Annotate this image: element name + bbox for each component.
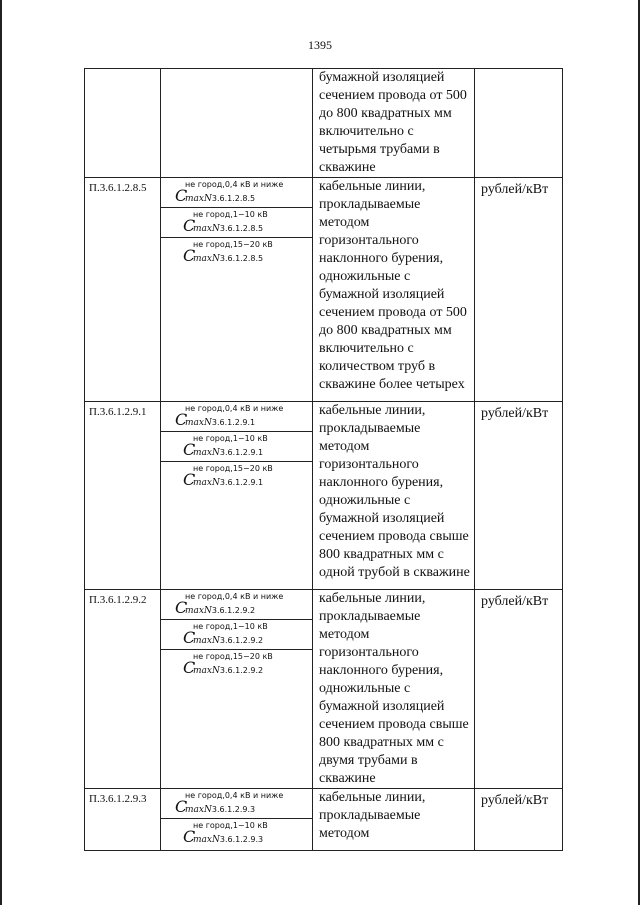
- formula-subscript-number: 3.6.1.2.9.2: [219, 666, 264, 675]
- code-cell: П.3.6.1.2.9.2: [85, 590, 161, 789]
- formula-box: C не город,1−10 кВ maxN3.6.1.2.9.2: [161, 620, 312, 650]
- formula-box: C не город,15−20 кВ maxN3.6.1.2.8.5: [183, 240, 273, 265]
- formula-cell: [161, 402, 313, 590]
- formula-superscript: не город,0,4 кВ и ниже: [185, 592, 284, 601]
- formula-subscript-number: 3.6.1.2.9.1: [219, 478, 264, 487]
- formula-box: C не город,0,4 кВ и ниже maxN3.6.1.2.9.2: [161, 590, 312, 620]
- formula-subscript-number: 3.6.1.2.9.1: [211, 418, 256, 427]
- formula-subscript: maxN: [193, 835, 220, 845]
- formula-box: C не город,1−10 кВ maxN3.6.1.2.9.3: [183, 821, 268, 846]
- formula-subscript: maxN: [193, 254, 220, 264]
- formula-box: C не город,15−20 кВ maxN3.6.1.2.9.1: [183, 464, 273, 489]
- description-cell: бумажной изоляцией сечением провода от 500 до 800 квадратных мм включительно с четырьмя трубами в скважине: [313, 69, 475, 178]
- formula-superscript: не город,1−10 кВ: [193, 210, 268, 219]
- formula-superscript: не город,0,4 кВ и ниже: [185, 180, 284, 189]
- formula-subscript: maxN: [193, 478, 220, 488]
- formula-superscript: не город,0,4 кВ и ниже: [185, 791, 284, 800]
- formula-superscript: не город,15−20 кВ: [193, 240, 273, 249]
- description-cell: кабельные линии, прокладываемые методом горизонтального наклонного бурения, одножильные с бумажной изоляцией сечением провода от 500 до 800 квадратных мм включительно с количеством труб в скважине более четырех: [313, 178, 475, 402]
- formula-subscript-number: 3.6.1.2.8.5: [219, 254, 264, 263]
- tariff-table: [84, 68, 563, 851]
- formula-cell: [161, 590, 313, 789]
- formula-subscript-number: 3.6.1.2.9.1: [219, 448, 264, 457]
- description-cell: кабельные линии, прокладываемые методом горизонтального наклонного бурения, одножильные с бумажной изоляцией сечением провода свыше 800 квадратных мм с одной трубой в скважине: [313, 402, 475, 590]
- table-row: [85, 178, 563, 402]
- formula-box: C не город,0,4 кВ и ниже maxN3.6.1.2.9.1: [161, 402, 312, 432]
- unit-cell: рублей/кВт: [475, 590, 563, 789]
- unit-cell: рублей/кВт: [475, 789, 563, 851]
- unit-cell: рублей/кВт: [475, 402, 563, 590]
- formula-cell: [161, 69, 313, 178]
- formula-superscript: не город,1−10 кВ: [193, 821, 268, 830]
- formula-box: C не город,15−20 кВ maxN3.6.1.2.9.2: [183, 652, 273, 677]
- table-row: [85, 789, 563, 851]
- formula-superscript: не город,15−20 кВ: [193, 652, 273, 661]
- formula-cell: [161, 178, 313, 402]
- unit-cell: рублей/кВт: [475, 178, 563, 402]
- formula-subscript: maxN: [193, 666, 220, 676]
- code-cell: П.3.6.1.2.8.5: [85, 178, 161, 402]
- formula-subscript: maxN: [185, 606, 212, 616]
- formula-box: C не город,0,4 кВ и ниже maxN3.6.1.2.8.5: [161, 178, 312, 208]
- formula-superscript: не город,1−10 кВ: [193, 622, 268, 631]
- page-number: 1395: [308, 38, 332, 52]
- formula-subscript-number: 3.6.1.2.9.3: [211, 805, 256, 814]
- formula-subscript: maxN: [193, 636, 220, 646]
- code-cell: П.3.6.1.2.9.1: [85, 402, 161, 590]
- table-row: [85, 590, 563, 789]
- formula-subscript: maxN: [193, 224, 220, 234]
- formula-box: C не город,1−10 кВ maxN3.6.1.2.8.5: [161, 208, 312, 238]
- formula-subscript-number: 3.6.1.2.9.3: [219, 835, 264, 844]
- formula-subscript-number: 3.6.1.2.9.2: [211, 606, 256, 615]
- formula-superscript: не город,15−20 кВ: [193, 464, 273, 473]
- formula-subscript: maxN: [185, 805, 212, 815]
- formula-superscript: не город,1−10 кВ: [193, 434, 268, 443]
- table-row: [85, 402, 563, 590]
- formula-subscript: maxN: [185, 194, 212, 204]
- formula-box: C не город,1−10 кВ maxN3.6.1.2.9.1: [161, 432, 312, 462]
- code-cell: [85, 69, 161, 178]
- code-cell: П.3.6.1.2.9.3: [85, 789, 161, 851]
- unit-cell: [475, 69, 563, 178]
- formula-subscript-number: 3.6.1.2.9.2: [219, 636, 264, 645]
- formula-subscript-number: 3.6.1.2.8.5: [219, 224, 264, 233]
- description-cell: кабельные линии, прокладываемые методом: [313, 789, 475, 851]
- description-cell: кабельные линии, прокладываемые методом горизонтального наклонного бурения, одножильные с бумажной изоляцией сечением провода свыше 800 квадратных мм с двумя трубами в скважине: [313, 590, 475, 789]
- formula-subscript: maxN: [185, 418, 212, 428]
- formula-subscript: maxN: [193, 448, 220, 458]
- table-row: [85, 69, 563, 178]
- formula-subscript-number: 3.6.1.2.8.5: [211, 194, 256, 203]
- formula-superscript: не город,0,4 кВ и ниже: [185, 404, 284, 413]
- formula-box: C не город,0,4 кВ и ниже maxN3.6.1.2.9.3: [161, 789, 312, 819]
- formula-cell: [161, 789, 313, 851]
